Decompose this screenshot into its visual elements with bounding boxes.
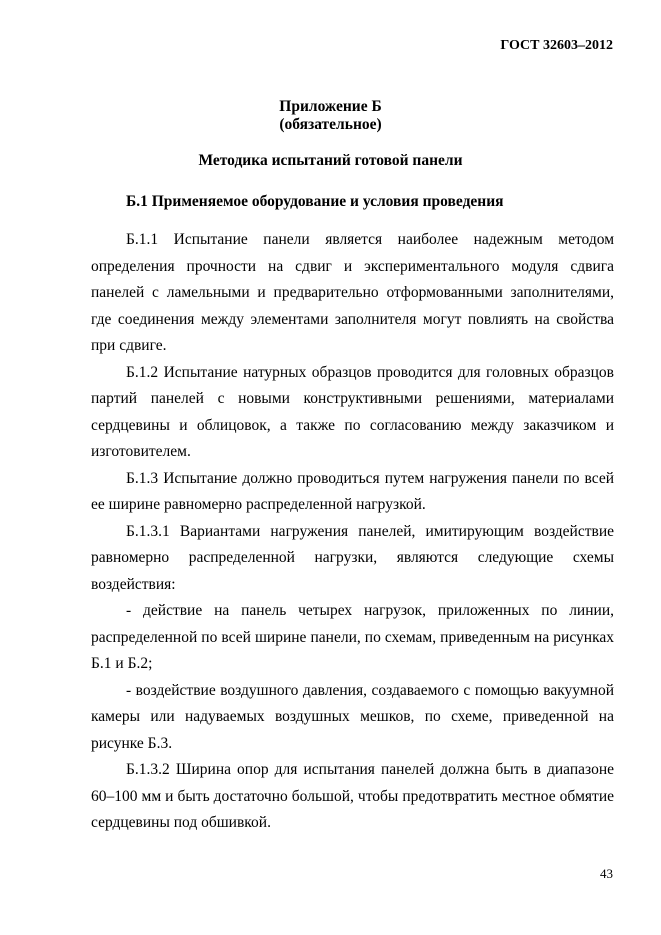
appendix-label: Приложение Б <box>279 98 382 115</box>
paragraph-b-1-3-2: Б.1.3.2 Ширина опор для испытания панелей должна быть в диапазоне 60–100 мм и быть достаточно большой, чтобы предотвратить местное обмятие сердцевины под обшивкой. <box>91 761 614 831</box>
body-text <box>91 227 614 837</box>
paragraph-b-1-1: Б.1.1 Испытание панели является наиболее надежным методом определения прочности на сдвиг и экспериментального модуля сдвига панелей с ламельными и предварительно отформованными заполнителями, где соединения между элементами заполнителя могут повлиять на свойства при сдвиге. <box>91 231 614 354</box>
paragraph-b-1-3: Б.1.3 Испытание должно проводиться путем нагружения панели по всей ее ширине равномерно распределенной нагрузкой. <box>91 469 614 513</box>
paragraph-b-1-3-1: Б.1.3.1 Вариантами нагружения панелей, имитирующим воздействие равномерно распределенной нагрузки, являются следующие схемы воздействия: <box>91 522 614 593</box>
list-item-four-loads: - действие на панель четырех нагрузок, приложенных по линии, распределенной по всей ширине панели, по схемам, приведенным на рисунках Б.1 и Б.2; <box>91 602 614 672</box>
appendix-heading <box>0 98 661 134</box>
document-title: Методика испытаний готовой панели <box>198 152 463 169</box>
paragraph-b-1-2: Б.1.2 Испытание натурных образцов проводится для головных образцов партий панелей с новыми конструктивными решениями, материалами сердцевины и облицовок, а также по согласованию между заказчиком и изготовителем. <box>91 363 614 460</box>
section-heading: Б.1 Применяемое оборудование и условия проведения <box>126 193 504 210</box>
page-number: 43 <box>600 866 613 881</box>
appendix-status: (обязательное) <box>279 116 382 133</box>
standard-number: ГОСТ 32603–2012 <box>500 38 613 53</box>
list-item-air-pressure: - воздействие воздушного давления, создаваемого с помощью вакуумной камеры или надуваемых воздушных мешков, по схеме, приведенной на рисунке Б.3. <box>91 681 614 752</box>
